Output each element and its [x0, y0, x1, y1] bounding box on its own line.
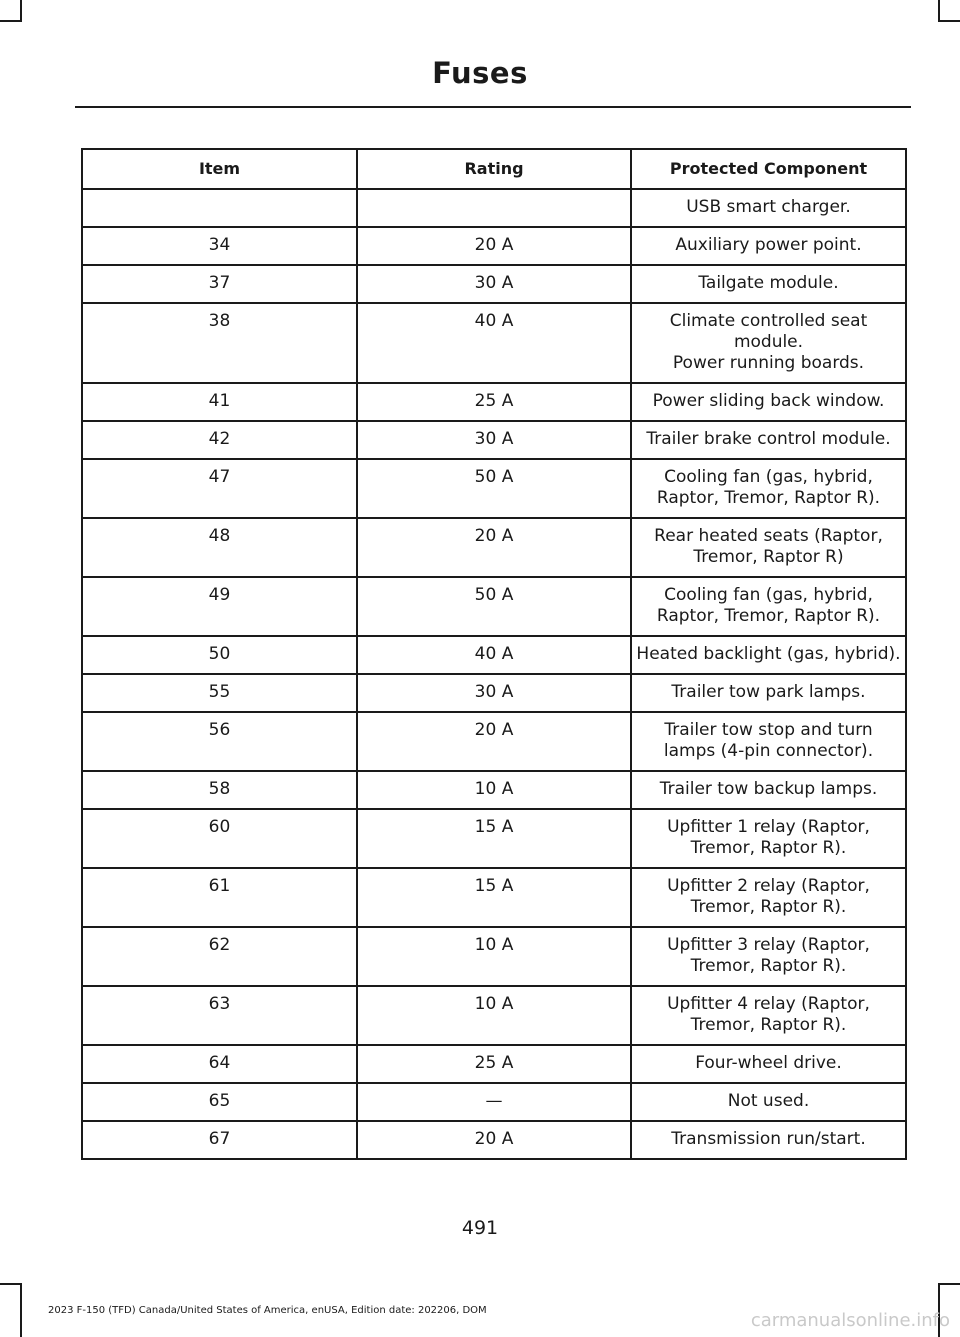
component-text: Upfitter 2 relay (Raptor, Tremor, Raptor R). [667, 876, 870, 917]
cell-item: 50 [82, 636, 357, 674]
cell-item: 67 [82, 1121, 357, 1159]
component-text: Transmission run/start. [671, 1129, 866, 1149]
component-text: Trailer tow stop and turn lamps (4-pin connector). [663, 720, 874, 761]
cell-item: 42 [82, 421, 357, 459]
cell-item: 49 [82, 577, 357, 636]
component-text: Rear heated seats (Raptor, Tremor, Raptor R) [654, 526, 883, 567]
cell-rating [357, 189, 631, 227]
cell-rating: 20 A [357, 227, 631, 265]
cell-protected-component [631, 674, 906, 712]
component-text: Trailer brake control module. [646, 429, 891, 449]
cell-rating: 15 A [357, 868, 631, 927]
crop-mark [938, 1283, 960, 1285]
page-title: Fuses [432, 56, 528, 90]
table-row [82, 636, 906, 674]
table-row [82, 674, 906, 712]
cell-rating: 40 A [357, 303, 631, 383]
cell-item: 37 [82, 265, 357, 303]
cell-protected-component [631, 383, 906, 421]
table-row [82, 227, 906, 265]
table-row [82, 303, 906, 383]
column-header-rating: Rating [357, 149, 631, 189]
cell-item: 56 [82, 712, 357, 771]
crop-mark [938, 0, 940, 22]
component-text: Trailer tow backup lamps. [659, 779, 878, 799]
component-text: USB smart charger. [686, 197, 851, 217]
table-row [82, 421, 906, 459]
cell-item: 55 [82, 674, 357, 712]
cell-rating: 10 A [357, 771, 631, 809]
component-text: Upfitter 3 relay (Raptor, Tremor, Raptor R). [667, 935, 870, 976]
cell-rating: 20 A [357, 518, 631, 577]
cell-protected-component [631, 986, 906, 1045]
table-row [82, 189, 906, 227]
page-number: 491 [461, 1217, 499, 1239]
cell-item: 65 [82, 1083, 357, 1121]
table-row [82, 809, 906, 868]
cell-item: 48 [82, 518, 357, 577]
cell-rating: 20 A [357, 1121, 631, 1159]
cell-protected-component [631, 809, 906, 868]
table-row [82, 927, 906, 986]
component-text: Trailer tow park lamps. [671, 682, 866, 702]
cell-rating: 40 A [357, 636, 631, 674]
header-divider [75, 106, 911, 108]
table-row [82, 868, 906, 927]
cell-protected-component [631, 1121, 906, 1159]
cell-protected-component [631, 303, 906, 383]
cell-rating: 50 A [357, 577, 631, 636]
table-row [82, 771, 906, 809]
component-text: Climate controlled seat module. [669, 311, 868, 352]
component-text: Tailgate module. [698, 273, 839, 293]
cell-rating: 10 A [357, 986, 631, 1045]
cell-item: 41 [82, 383, 357, 421]
component-text: Cooling fan (gas, hybrid, Raptor, Tremor, Raptor R). [656, 467, 881, 508]
crop-mark [20, 0, 22, 22]
component-text: Not used. [727, 1091, 810, 1111]
component-text: Power running boards. [672, 353, 865, 373]
table-row [82, 1083, 906, 1121]
cell-protected-component [631, 227, 906, 265]
table-row [82, 383, 906, 421]
cell-rating: 10 A [357, 927, 631, 986]
fuse-table [81, 148, 907, 1160]
cell-protected-component [631, 636, 906, 674]
column-header-item: Item [82, 149, 357, 189]
component-text: Upfitter 1 relay (Raptor, Tremor, Raptor R). [667, 817, 870, 858]
cell-protected-component [631, 712, 906, 771]
cell-protected-component [631, 421, 906, 459]
cell-rating: 50 A [357, 459, 631, 518]
cell-item: 63 [82, 986, 357, 1045]
cell-protected-component [631, 459, 906, 518]
table-row [82, 712, 906, 771]
component-text: Upfitter 4 relay (Raptor, Tremor, Raptor R). [667, 994, 870, 1035]
table-row [82, 459, 906, 518]
table-row [82, 986, 906, 1045]
table-row [82, 577, 906, 636]
cell-item: 61 [82, 868, 357, 927]
cell-item: 38 [82, 303, 357, 383]
cell-protected-component [631, 577, 906, 636]
component-text: Heated backlight (gas, hybrid). [636, 644, 901, 664]
crop-mark [0, 20, 22, 22]
component-text: Four-wheel drive. [695, 1053, 842, 1073]
cell-rating: 25 A [357, 383, 631, 421]
cell-protected-component [631, 189, 906, 227]
cell-item: 60 [82, 809, 357, 868]
table-row [82, 518, 906, 577]
cell-rating: — [357, 1083, 631, 1121]
watermark: carmanualsonline.info [750, 1310, 950, 1331]
component-text: Auxiliary power point. [675, 235, 862, 255]
crop-mark [0, 1283, 22, 1285]
cell-rating: 30 A [357, 674, 631, 712]
cell-item [82, 189, 357, 227]
cell-rating: 30 A [357, 421, 631, 459]
cell-protected-component [631, 1045, 906, 1083]
cell-item: 47 [82, 459, 357, 518]
table-row [82, 1045, 906, 1083]
cell-item: 64 [82, 1045, 357, 1083]
edition-footer: 2023 F-150 (TFD) Canada/United States of America, enUSA, Edition date: 202206, DOM [48, 1305, 487, 1316]
cell-item: 58 [82, 771, 357, 809]
table-header-row [82, 149, 906, 189]
component-text: Cooling fan (gas, hybrid, Raptor, Tremor, Raptor R). [656, 585, 881, 626]
column-header-protected-component: Protected Component [631, 149, 906, 189]
cell-protected-component [631, 265, 906, 303]
table-row [82, 1121, 906, 1159]
cell-rating: 30 A [357, 265, 631, 303]
component-text: Power sliding back window. [652, 391, 885, 411]
cell-protected-component [631, 771, 906, 809]
crop-mark [938, 20, 960, 22]
crop-mark [20, 1283, 22, 1337]
cell-protected-component [631, 927, 906, 986]
cell-rating: 15 A [357, 809, 631, 868]
table-row [82, 265, 906, 303]
cell-rating: 20 A [357, 712, 631, 771]
cell-protected-component [631, 518, 906, 577]
cell-protected-component [631, 868, 906, 927]
cell-rating: 25 A [357, 1045, 631, 1083]
cell-protected-component [631, 1083, 906, 1121]
cell-item: 34 [82, 227, 357, 265]
cell-item: 62 [82, 927, 357, 986]
